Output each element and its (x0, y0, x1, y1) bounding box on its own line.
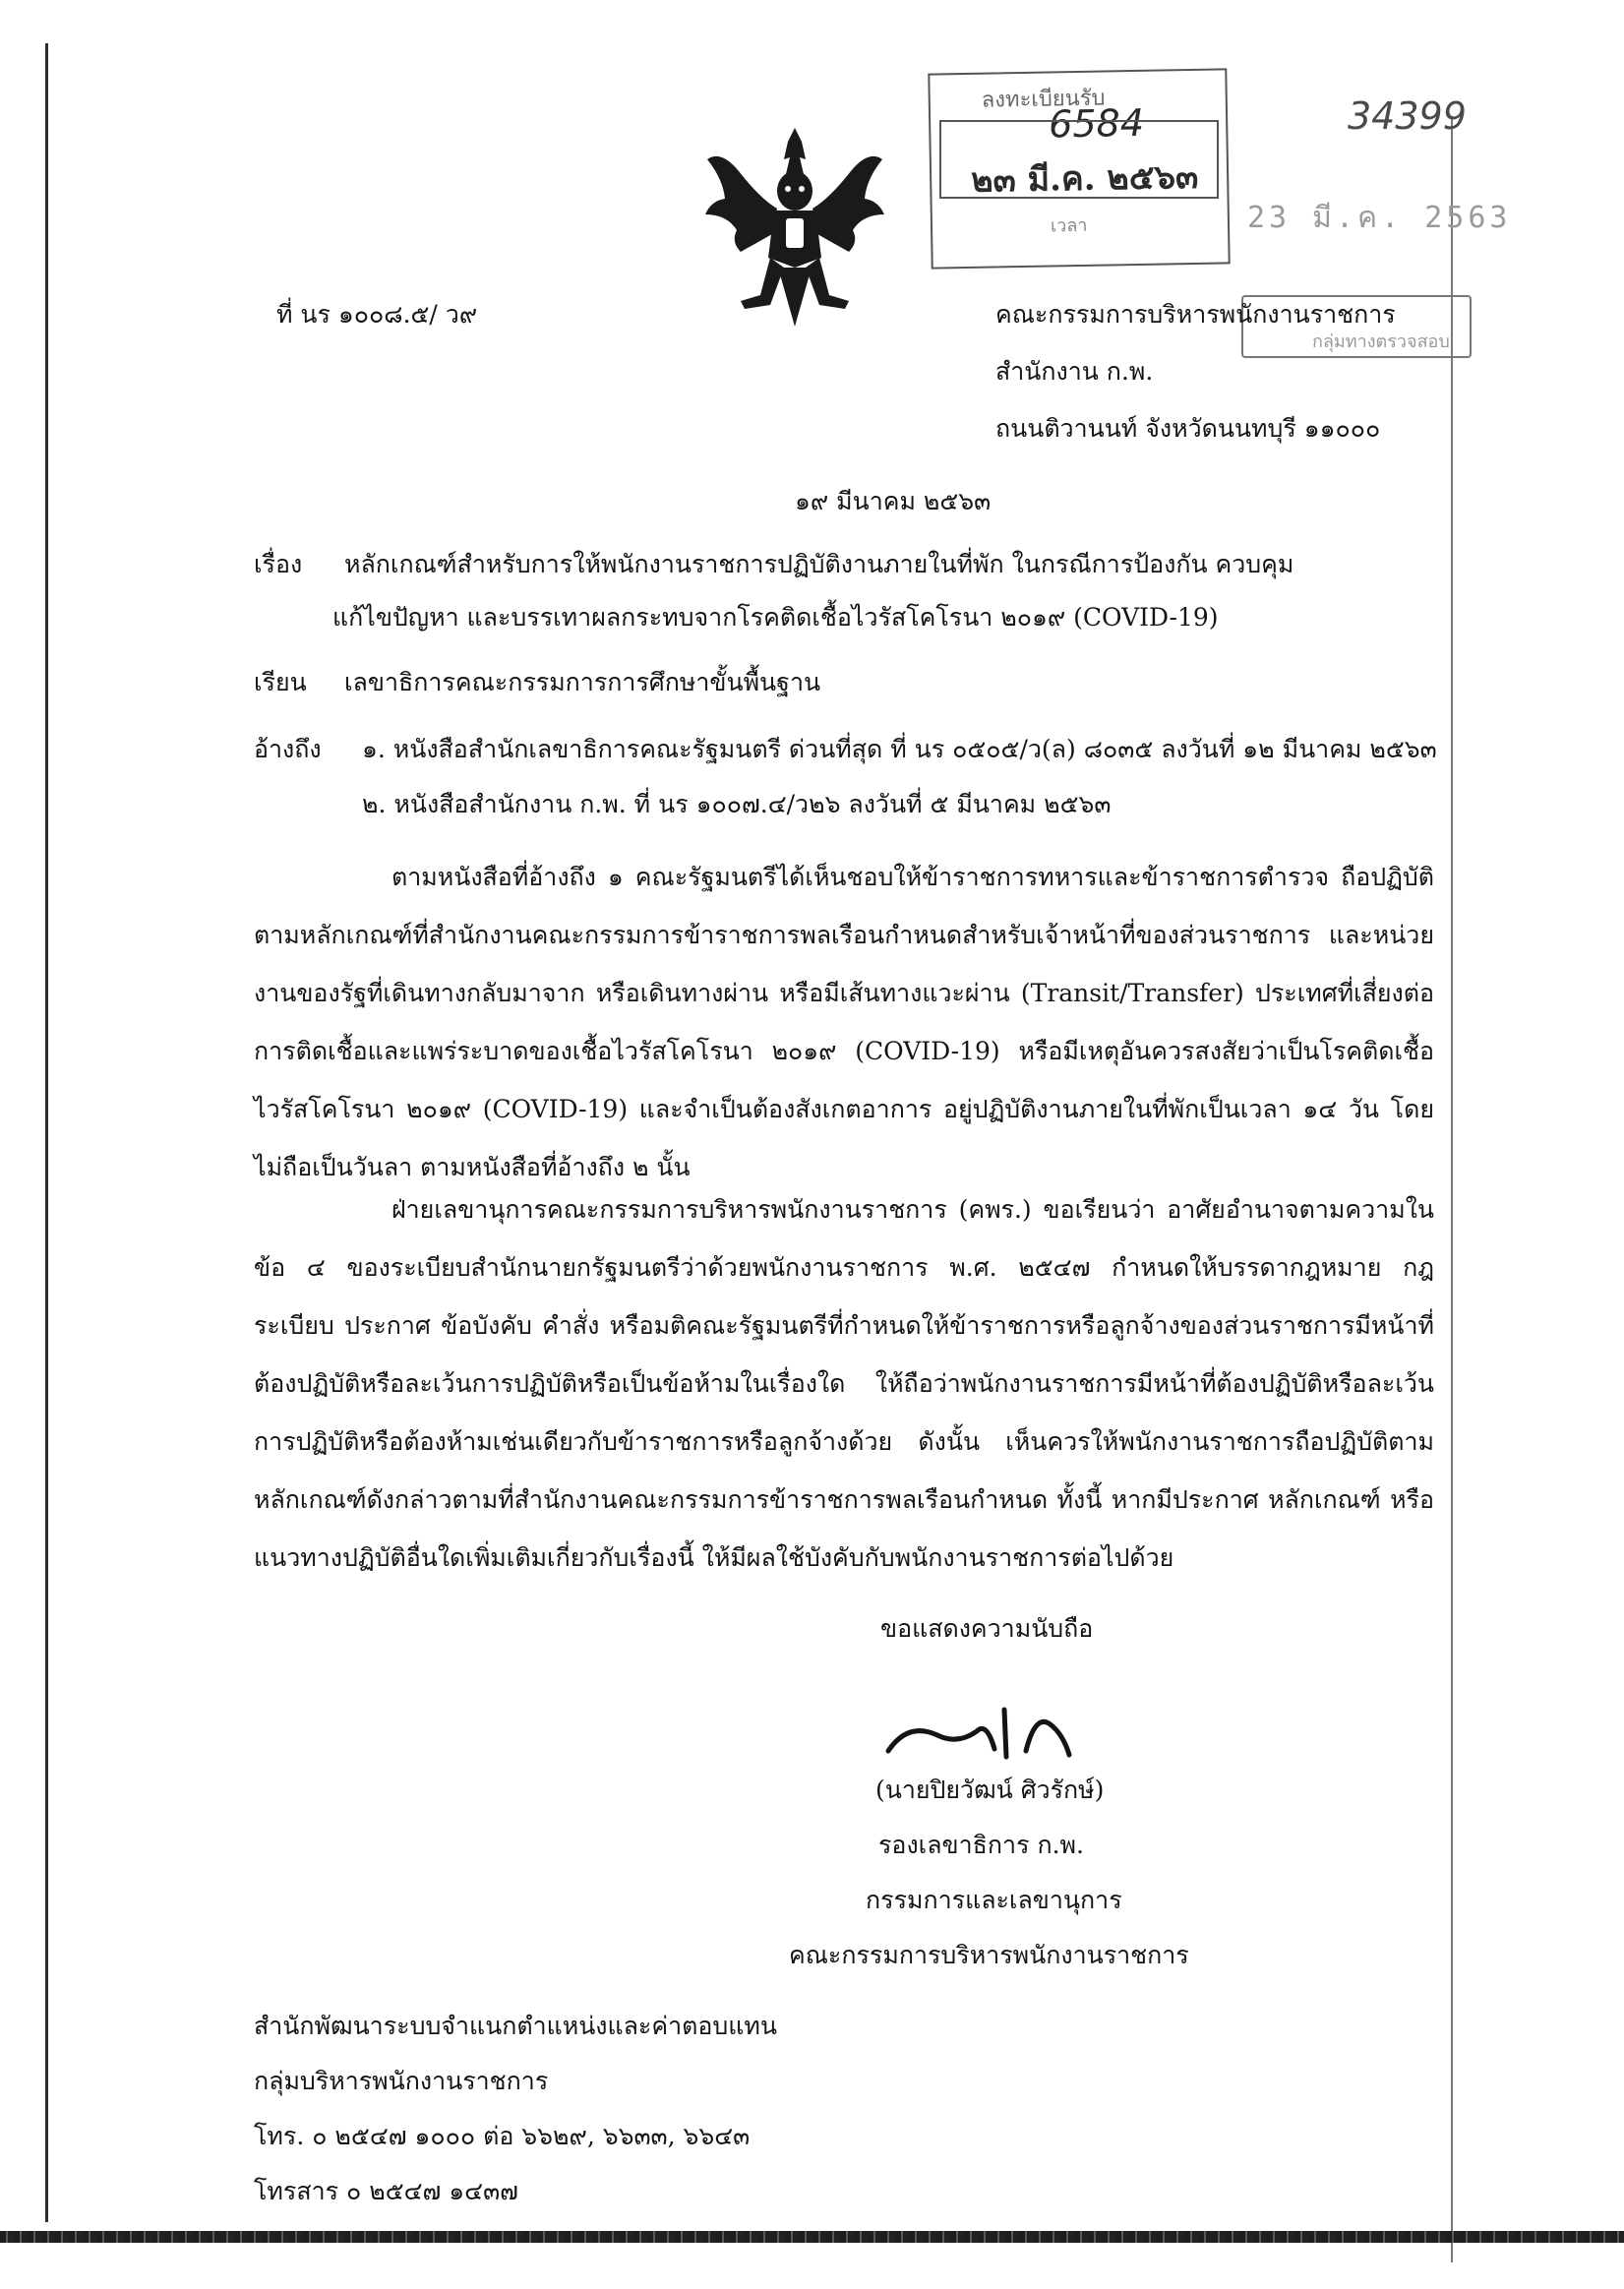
subject-line-2: แก้ไขปัญหา และบรรเทาผลกระทบจากโรคติดเชื้อไวรัสโคโรนา ๒๐๑๙ (COVID-19) (332, 603, 1219, 632)
signatory-name: (นายปิยวัฒน์ ศิวรักษ์) (875, 1776, 1105, 1804)
receiving-stamp-date: ๒๓ มี.ค. ๒๕๖๓ (970, 156, 1199, 201)
sender-office: สำนักงาน ก.พ. (995, 357, 1154, 386)
signatory-title-1: รองเลขาธิการ ก.พ. (878, 1831, 1084, 1859)
body-paragraph-2: ฝ่ายเลขานุการคณะกรรมการบริหารพนักงานราชการ (คพร.) ขอเรียนว่า อาศัยอำนาจตามความในข้อ ๔ ของระเบียบสำนักนายกรัฐมนตรีว่าด้วยพนักงานราชการ พ.ศ. ๒๕๔๗ กำหนดให้บรรดากฎหมาย กฎ ระเบียบ ประกาศ ข้อบังคับ คำสั่ง หรือมติคณะรัฐมนตรีที่กำหนดให้ข้าราชการหรือลูกจ้างของส่วนราชการมีหน้าที่ต้องปฏิบัติหรือละเว้นการปฏิบัติหรือเป็นข้อห้ามในเรื่องใด ให้ถือว่าพนักงานราชการมีหน้าที่ต้องปฏิบัติหรือละเว้นการปฏิบัติหรือต้องห้ามเช่นเดียวกับข้าราชการหรือลูกจ้างด้วย ดังนั้น เห็นควรให้พนักงานราชการถือปฏิบัติตามหลักเกณฑ์ดังกล่าวตามที่สำนักงานคณะกรรมการข้าราชการพลเรือนกำหนด ทั้งนี้ หากมีประกาศ หลักเกณฑ์ หรือแนวทางปฏิบัติอื่นใดเพิ่มเติมเกี่ยวกับเรื่องนี้ ให้มีผลใช้บังคับกับพนักงานราชการต่อไปด้วย (254, 1195, 1434, 1572)
scan-right-edge (1451, 118, 1453, 2262)
recipient-label: เรียน (254, 668, 307, 696)
body-paragraph-1: ตามหนังสือที่อ้างถึง ๑ คณะรัฐมนตรีได้เห็นชอบให้ข้าราชการทหารและข้าราชการตำรวจ ถือปฏิบัติตามหลักเกณฑ์ที่สำนักงานคณะกรรมการข้าราชการพลเรือนกำหนดสำหรับเจ้าหน้าที่ของส่วนราชการ และหน่วยงานของรัฐที่เดินทางกลับมาจาก หรือเดินทางผ่าน หรือมีเส้นทางแวะผ่าน (Transit/Transfer) ประเทศที่เสี่ยงต่อการติดเชื้อและแพร่ระบาดของเชื้อไวรัสโคโรนา ๒๐๑๙ (COVID-19) หรือมีเหตุอันควรสงสัยว่าเป็นโรคติดเชื้อไวรัสโคโรนา ๒๐๑๙ (COVID-19) และจำเป็นต้องสังเกตอาการ อยู่ปฏิบัติงานภายในที่พักเป็นเวลา ๑๔ วัน โดยไม่ถือเป็นวันลา ตามหนังสือที่อ้างถึง ๒ นั้น (254, 863, 1434, 1181)
scan-bottom-band (0, 2231, 1624, 2243)
registry-stamp-number: 34399 (1348, 94, 1467, 138)
receiving-stamp-inner-box (939, 120, 1219, 199)
closing-salutation: ขอแสดงความนับถือ (880, 1614, 1094, 1643)
reference-item-1: ๑. หนังสือสำนักเลขาธิการคณะรัฐมนตรี ด่วนที่สุด ที่ นร ๐๕๐๕/ว(ล) ๘๐๓๕ ลงวันที่ ๑๒ มีนาคม ๒๕๖๓ (362, 735, 1437, 763)
reference-item-2: ๒. หนังสือสำนักงาน ก.พ. ที่ นร ๑๐๐๗.๔/ว๒๖ ลงวันที่ ๕ มีนาคม ๒๕๖๓ (362, 790, 1112, 818)
subject-label: เรื่อง (254, 550, 303, 578)
footer-phone: โทร. ๐ ๒๕๔๗ ๑๐๐๐ ต่อ ๖๖๒๙, ๖๖๓๓, ๖๖๔๓ (254, 2122, 751, 2150)
sender-organization: คณะกรรมการบริหารพนักงานราชการ (995, 300, 1396, 329)
receiving-stamp-number: 6584 (1048, 100, 1145, 147)
references-label: อ้างถึง (254, 735, 322, 763)
receiving-stamp-title: ลงทะเบียนรับ (981, 86, 1106, 113)
recipient-name: เลขาธิการคณะกรรมการการศึกษาขั้นพื้นฐาน (344, 668, 821, 696)
registry-box-label: กลุ่มทางตรวจสอบ (1312, 331, 1450, 352)
footer-group: กลุ่มบริหารพนักงานราชการ (254, 2067, 549, 2095)
scan-left-edge (45, 43, 48, 2222)
registry-stamp-date: 23 มี.ค. 2563 (1247, 201, 1512, 235)
receiving-stamp-footer: เวลา (1050, 214, 1088, 237)
signatory-title-3: คณะกรรมการบริหารพนักงานราชการ (789, 1941, 1189, 1969)
sender-address: ถนนติวานนท์ จังหวัดนนทบุรี ๑๑๐๐๐ (995, 414, 1381, 443)
footer-fax: โทรสาร ๐ ๒๕๔๗ ๑๔๓๗ (254, 2177, 518, 2205)
signatory-title-2: กรรมการและเลขานุการ (866, 1886, 1122, 1914)
reference-number: ที่ นร ๑๐๐๘.๕/ ว๙ (276, 300, 478, 329)
letter-date: ๑๙ มีนาคม ๒๕๖๓ (795, 487, 992, 515)
garuda-emblem-icon (701, 120, 888, 331)
footer-office: สำนักพัฒนาระบบจำแนกตำแหน่งและค่าตอบแทน (254, 2012, 777, 2040)
subject-line-1: หลักเกณฑ์สำหรับการให้พนักงานราชการปฏิบัติงานภายในที่พัก ในกรณีการป้องกัน ควบคุม (344, 550, 1294, 578)
signature (878, 1692, 1105, 1771)
